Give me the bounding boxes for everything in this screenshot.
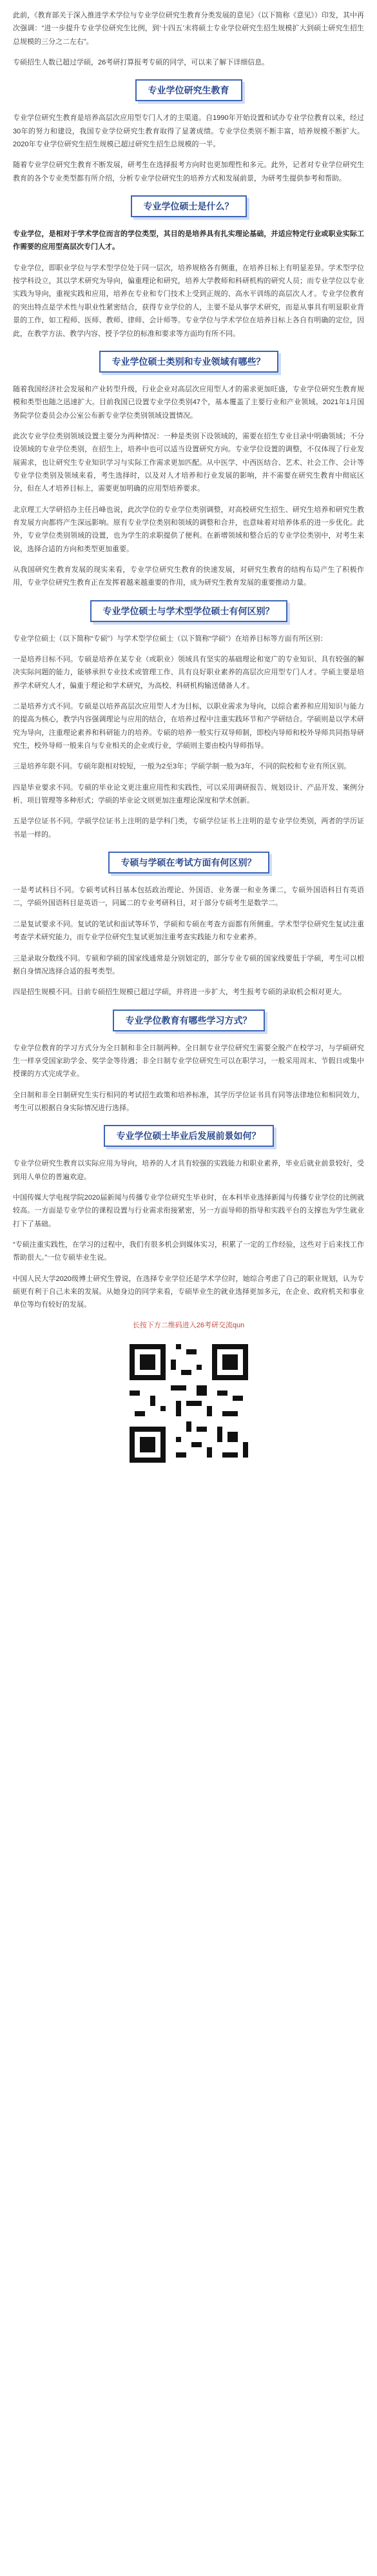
section-title: 专硕与学硕在考试方面有何区别？ bbox=[108, 852, 269, 873]
qr-code-wrapper bbox=[13, 1339, 364, 1468]
section-heading bbox=[13, 195, 364, 217]
section-title: 专业学位硕士毕业后发展前景如何？ bbox=[104, 1125, 274, 1147]
section-paragraph: 中国人民大学2020级博士研究生曾说，在选择专业学位还是学术学位时，她综合考虑了自己的职业规划，认为专硕更有利于自己未来的发展。从她身边的同学来看，专硕毕业生的就业选择更加多元，在企业、政府机关和事业单位等均有较好的发展。 bbox=[13, 1274, 364, 1309]
section-paragraph: 随着专业学位研究生教育不断发展，研考生在选择报考方向时也更加理性和多元。此外，记者对专业学位研究生教育的各个专业类型都有所介绍，分析专业学位研究生的培养方式和发展前景，为研考生提供参考和帮助。 bbox=[13, 161, 364, 182]
section-paragraph: 专业学位，即职业学位与学术型学位处于同一层次，培养规格各有侧重，在培养目标上有明显差异。学术型学位按学科设立，其以学术研究为导向，偏重理论和研究，培养大学教师和科研机构的研究人员；而专业学位以专业实践为导向，重视实践和应用，培养在专业和专门技术上受到正规的、高水平训练的高层次人才。专业学位教育的突出特点是学术性与职业性紧密结合，获得专业学位的人，主要不是从事学术研究，而是从事具有明显职业背景的工作，如工程师、医师、教师、律师、会计师等。专业学位与学术学位在培养目标上各自有明确的定位，因此，在教学方法、教学内容、授予学位的标准和要求等方面均有所不同。 bbox=[13, 264, 364, 338]
section-heading bbox=[13, 852, 364, 873]
section-paragraph: 三是培养年限不同。专硕年限相对较短，一般为2至3年；学硕学制一般为3年，不同的院校和专业有所区别。 bbox=[13, 763, 351, 771]
intro-paragraph: 专硕招生人数已超过学硕，26考研打算报考专硕的同学，可以来了解下详细信息。 bbox=[13, 59, 269, 67]
section-paragraph: 一是考试科目不同。专硕考试科目基本包括政治理论、外国语、业务课一和业务课二，专硕外国语科目有英语二，学硕外国语科目是英语一，同属二的专业考研科目，对于部分专硕考生是数学二。 bbox=[13, 886, 364, 908]
section-paragraph: 全日制和非全日制研究生实行相同的考试招生政策和培养标准，其学历学位证书具有同等法律地位和相同效力，考生可以根据自身实际情况进行选择。 bbox=[13, 1091, 364, 1112]
section-paragraph: 从我国研究生教育发展的现实来看，专业学位研究生教育的快速发展，对研究生教育的结构布局产生了积极作用，专业学位研究生教育正在发挥着越来越重要的作用，成为研究生教育发展的重要推动力量。 bbox=[13, 565, 364, 587]
section-title: 专业学位硕士是什么？ bbox=[131, 195, 247, 217]
section-heading bbox=[13, 600, 364, 622]
section-paragraph: 北京理工大学研招办主任吕峰也说，此次学位的专业学位类别调整，对高校研究生招生、研究生培养和研究生教育发展方向都将产生深远影响。原有专业学位类别和领域的调整和合并，也意味着对培养体系的进一步优化。此外，专业学位类别领域的设置，也为学生的求职提供了便利。在新增领域和整合后的专业学位类别中，对考生来说，选择合适的方向和类型更加重要。 bbox=[13, 505, 364, 553]
section-heading bbox=[13, 1010, 364, 1031]
section-paragraph: 四是招生规模不同。目前专硕招生规模已超过学硕，并将进一步扩大，考生报考专硕的录取机会相对更大。 bbox=[13, 988, 346, 997]
qr-caption: 长按下方二维码进入26考研交流qun bbox=[132, 1321, 245, 1329]
section-paragraph: 随着我国经济社会发展和产业转型升级，行业企业对高层次应用型人才的需求更加旺盛，专业学位研究生教育规模和类型也随之迅速扩大。目前我国已设置专业学位类别47个，基本覆盖了主要行业和产业领域。2021年1月国务院学位委员会办公室公布新专业学位类别领域设置情况。 bbox=[13, 385, 364, 420]
section-paragraph: 专业学位，是相对于学术学位而言的学位类型，其目的是培养具有扎实理论基础，并适应特定行业或职业实际工作需要的应用型高层次专门人才。 bbox=[13, 230, 364, 251]
section-heading bbox=[13, 1125, 364, 1147]
section-title: 专业学位硕士类别和专业领域有哪些？ bbox=[99, 351, 278, 373]
section-paragraph: 三是录取分数线不同。专硕和学硕的国家线通常是分别划定的，部分专业专硕的国家线要低于学硕，考生可以根据自身情况选择合适的报考类型。 bbox=[13, 954, 364, 975]
section-paragraph: 专业学位硕士（以下简称“专硕”）与学术型学位硕士（以下简称“学硕”）在培养目标等方面有所区别： bbox=[13, 634, 327, 643]
section-paragraph: 专业学位研究生教育是培养高层次应用型专门人才的主渠道。自1990年开始设置和试办专业学位教育以来，经过30年的努力和建设，我国专业学位研究生教育取得了显著成绩。专业学位类别不断丰富，培养规模不断扩大。2020年专业学位研究生招生规模已超过研究生招生总规模的一半。 bbox=[13, 114, 364, 149]
section-title: 专业学位教育有哪些学习方式？ bbox=[113, 1010, 265, 1031]
section-heading bbox=[13, 351, 364, 373]
section-title: 专业学位硕士与学术型学位硕士有何区别？ bbox=[90, 600, 287, 622]
qr-code-icon[interactable] bbox=[124, 1339, 253, 1468]
section-paragraph: 五是学位证书不同。学硕学位证书上注明的是学科门类，专硕学位证书上注明的是专业学位类别，两者的学历证书是一样的。 bbox=[13, 817, 364, 839]
section-paragraph: 专业学位研究生教育以实际应用为导向，培养的人才具有较强的实践能力和职业素养，毕业后就业前景较好，受到用人单位的普遍欢迎。 bbox=[13, 1160, 364, 1181]
section-paragraph: 中国传媒大学电视学院2020届新闻与传播专业学位研究生毕业时，在本科毕业选择新闻与传播专业学位的比例就较高。一方面是专业学位的课程设置与行业需求衔接紧密，另一方面导师的指导和实践平台的支撑也为学生就业打下了基础。 bbox=[13, 1193, 364, 1228]
section-paragraph: 一是培养目标不同。专硕是培养在某专业（或职业）领域具有坚实的基础理论和宽广的专业知识、具有较强的解决实际问题的能力，能够承担专业技术或管理工作、具有良好职业素养的高层次应用型专门人才。学硕主要是培养学术研究人才，偏重于理论和学术研究，为高校、科研机构输送储备人才。 bbox=[13, 656, 364, 690]
section-paragraph: 专业学位教育的学习方式分为全日制和非全日制两种。全日制专业学位研究生需要全脱产在校学习，与学硕研究生一样享受国家助学金、奖学金等待遇；非全日制专业学位研究生可以在职学习，一般采用周末、节假日或集中授课的方式完成学业。 bbox=[13, 1044, 364, 1078]
section-paragraph: 二是培养方式不同。专硕是以培养高层次应用型人才为目标，以职业需求为导向，以综合素养和应用知识与能力的提高为核心，教学内容强调理论与应用的结合，在培养过程中注重实践环节和产学研结合。学硕则是以学术研究为导向，注重理论素养和科研能力的培养。专硕的培养一般实行双导师制，即校内导师和校外导师共同指导研究生，校外导师一般来自与专业相关的企业或行业，学硕则主要由校内导师指导。 bbox=[13, 703, 364, 750]
section-paragraph: 四是毕业要求不同。专硕的毕业论文更注重应用性和实践性，可以采用调研报告、规划设计、产品开发、案例分析、项目管理等多种形式；学硕的毕业论文则更加注重理论深度和学术创新。 bbox=[13, 783, 364, 805]
section-paragraph: 此次专业学位类别领域设置主要分为两种情况：一种是类别下设领域的，需要在招生专业目录中明确领域；不分设领域的专业学位类别，在招生上，培养中也可以适当设置研究方向。专业学位设置的调整，不仅体现了行业发展需求，也让研究生专业知识学习与实际工作需求更加匹配。从中医学、中西医结合、艺术、社会工作、会计等专业学位类别及领域来看，考生选择时，以及对人才培养和行业发展的影响，并不需要在研究生教育中彻底区分，但在人才培养目标上，需要更加明确的应用型培养要求。 bbox=[13, 432, 364, 493]
section-title: 专业学位研究生教育 bbox=[135, 79, 242, 101]
intro-paragraph: 此前，《教育部关于深入推进学术学位与专业学位研究生教育分类发展的意见》（以下简称《意见》）印发，其中再次强调：“进一步提升专业学位研究生比例，到‘十四五’末将硕士专业学位研究生招生规模扩大到硕士研究生招生总规模的三分之二左右”。 bbox=[13, 12, 364, 46]
section-paragraph: “专硕注重实践性，在学习的过程中，我们有很多机会到媒体实习，积累了一定的工作经验，这些对于后来找工作帮助很大。”一位专硕毕业生说。 bbox=[13, 1240, 364, 1262]
section-paragraph: 二是复试要求不同。复试的笔试和面试等环节，学硕和专硕在考查方面都有所侧重。学术型学位研究生复试注重考查学术研究能力，而专业学位研究生复试更加注重考查实践能力和专业素养。 bbox=[13, 920, 364, 942]
section-heading bbox=[13, 79, 364, 101]
